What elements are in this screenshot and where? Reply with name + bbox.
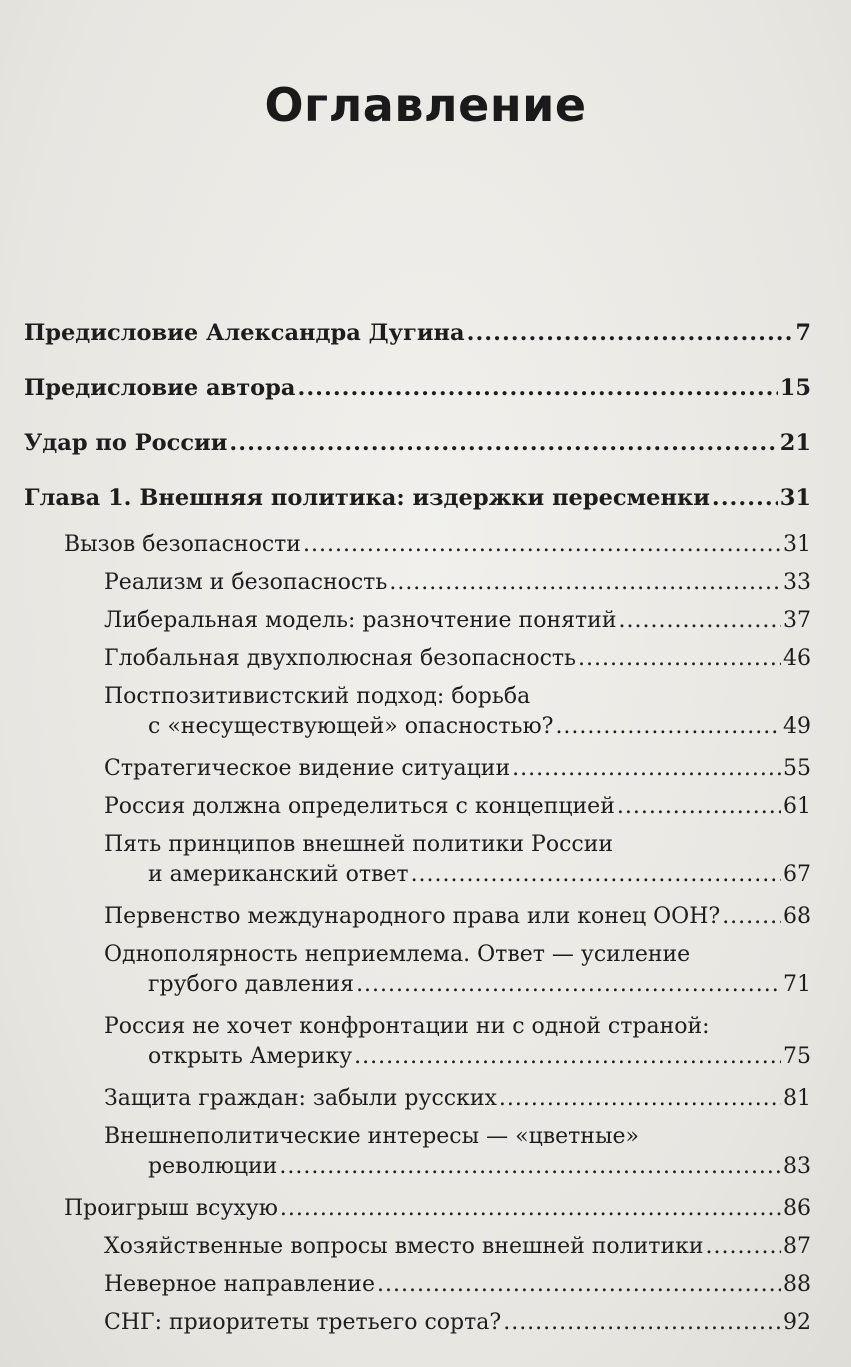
page-number: 87 xyxy=(783,1234,811,1259)
toc-entry-label: Предисловие автора xyxy=(24,375,296,401)
page-number: 81 xyxy=(783,1086,811,1111)
toc-row xyxy=(104,1308,811,1338)
dot-leader xyxy=(578,644,781,674)
page-number: 33 xyxy=(783,570,811,595)
toc-entry xyxy=(64,530,811,560)
toc-entry xyxy=(104,830,811,890)
page-number: 21 xyxy=(779,430,811,456)
toc-entry xyxy=(24,318,811,348)
page-number: 55 xyxy=(783,756,811,781)
toc-entry xyxy=(104,754,811,784)
toc-entry xyxy=(104,902,811,932)
toc-entry-label: Реализм и безопасность xyxy=(104,570,388,595)
dot-leader xyxy=(503,1308,781,1338)
toc-entry-label: Защита граждан: забыли русских xyxy=(104,1086,497,1111)
toc-entry-label: Удар по России xyxy=(24,430,228,456)
toc-entry-label: Неверное направление xyxy=(104,1272,375,1297)
toc-entry xyxy=(64,1194,811,1224)
toc-row xyxy=(24,428,811,458)
toc-row xyxy=(64,530,811,560)
toc-row xyxy=(104,860,811,890)
toc-row xyxy=(104,1152,811,1182)
page-number: 75 xyxy=(783,1044,811,1069)
dot-leader xyxy=(279,1152,781,1182)
toc-entry-label: Россия не хочет конфронтации ни с одной страной: xyxy=(104,1014,710,1039)
toc-entry-label: Стратегическое видение ситуации xyxy=(104,756,511,781)
page-number: 68 xyxy=(783,904,811,929)
toc-entry xyxy=(24,373,811,403)
toc-entry xyxy=(104,1308,811,1338)
toc-entry-label: грубого давления xyxy=(148,972,355,997)
toc-entry xyxy=(104,606,811,636)
toc-entry-label: Внешнеполитические интересы — «цветные» xyxy=(104,1124,639,1149)
toc-row xyxy=(104,792,811,822)
toc-entry-label: Однополярность неприемлема. Ответ — усиление xyxy=(104,942,691,967)
dot-leader xyxy=(298,373,778,403)
dot-leader xyxy=(512,754,781,784)
toc-row xyxy=(64,1194,811,1224)
toc-entry xyxy=(104,1270,811,1300)
dot-leader xyxy=(377,1270,781,1300)
page-number: 7 xyxy=(795,320,811,346)
toc-entry-label: Либеральная модель: разночтение понятий xyxy=(104,608,617,633)
toc-row xyxy=(24,318,811,348)
page-number: 49 xyxy=(783,714,811,739)
toc-row xyxy=(104,902,811,932)
toc-row xyxy=(104,1270,811,1300)
dot-leader xyxy=(356,970,781,1000)
toc-row xyxy=(24,373,811,403)
page-number: 31 xyxy=(779,485,811,511)
page-title: Оглавление xyxy=(264,78,587,132)
toc-row xyxy=(104,606,811,636)
toc-entry xyxy=(104,792,811,822)
toc-entry-label: Первенство международного права или конец ООН? xyxy=(104,904,721,929)
dot-leader xyxy=(712,483,778,513)
toc-entry-label: революции xyxy=(148,1154,278,1179)
dot-leader xyxy=(467,318,794,348)
toc-entry xyxy=(24,428,811,458)
toc-row xyxy=(104,712,811,742)
toc-entry-label: Вызов безопасности xyxy=(64,532,301,557)
dot-leader xyxy=(617,792,781,822)
toc-row xyxy=(24,483,811,513)
page-number: 71 xyxy=(783,972,811,997)
dot-leader xyxy=(229,428,777,458)
toc-entry-label: Глава 1. Внешняя политика: издержки пересменки xyxy=(24,485,710,511)
toc-row xyxy=(104,1232,811,1262)
toc-entry-label: Хозяйственные вопросы вместо внешней политики xyxy=(104,1234,704,1259)
toc-entry-label: СНГ: приоритеты третьего сорта? xyxy=(104,1310,502,1335)
page-number: 15 xyxy=(779,375,811,401)
toc-entry xyxy=(104,682,811,742)
toc-entry xyxy=(104,1084,811,1114)
toc-entry xyxy=(104,1012,811,1072)
toc-entry-label: Россия должна определиться с концепцией xyxy=(104,794,615,819)
page-number: 61 xyxy=(783,794,811,819)
toc-entry-label: Глобальная двухполюсная безопасность xyxy=(104,646,577,671)
toc-entry-label: открыть Америку xyxy=(148,1044,353,1069)
page-number: 86 xyxy=(783,1196,811,1221)
toc-row xyxy=(104,754,811,784)
page-number: 83 xyxy=(783,1154,811,1179)
toc-entry-label: Пять принципов внешней политики России xyxy=(104,832,614,857)
page-number: 67 xyxy=(783,862,811,887)
dot-leader xyxy=(389,568,781,598)
dot-leader xyxy=(722,902,781,932)
toc-entry-label: Предисловие Александра Дугина xyxy=(24,320,465,346)
toc-row xyxy=(104,970,811,1000)
dot-leader xyxy=(411,860,781,890)
dot-leader xyxy=(499,1084,781,1114)
dot-leader xyxy=(354,1042,781,1072)
toc-row xyxy=(104,644,811,674)
dot-leader xyxy=(303,530,781,560)
toc-entry xyxy=(24,483,811,513)
page-number: 31 xyxy=(783,532,811,557)
dot-leader xyxy=(619,606,782,636)
toc-row xyxy=(104,568,811,598)
toc-entry-label: и американский ответ xyxy=(148,862,409,887)
toc-entry xyxy=(104,1122,811,1182)
page-number: 92 xyxy=(783,1310,811,1335)
page-number: 37 xyxy=(783,608,811,633)
toc-entry xyxy=(104,1232,811,1262)
toc-row xyxy=(104,1042,811,1072)
dot-leader xyxy=(555,712,781,742)
toc-entry xyxy=(104,940,811,1000)
toc-entry xyxy=(104,644,811,674)
dot-leader xyxy=(706,1232,781,1262)
page-number: 46 xyxy=(783,646,811,671)
toc-entry-label: с «несуществующей» опасностью? xyxy=(148,714,554,739)
page-number: 88 xyxy=(783,1272,811,1297)
toc-entry xyxy=(104,568,811,598)
toc-row xyxy=(104,1084,811,1114)
toc-entry-label: Проигрыш всухую xyxy=(64,1196,278,1221)
toc-entry-label: Постпозитивистский подход: борьба xyxy=(104,684,531,709)
dot-leader xyxy=(280,1194,781,1224)
